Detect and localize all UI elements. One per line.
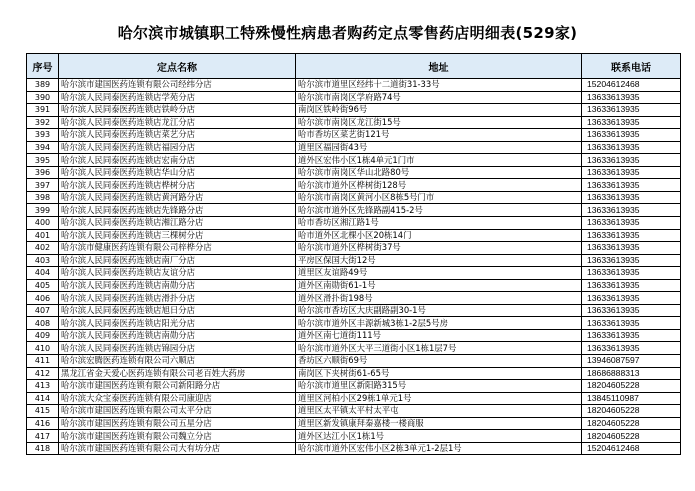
cell-name: 哈尔滨市建国医药连锁有限公司新阳路分店	[59, 380, 296, 393]
cell-address: 道外区南七道街111号	[296, 329, 582, 342]
cell-address: 哈尔滨市南岗区黄河小区8栋5号门市	[296, 191, 582, 204]
cell-phone: 13633613935	[582, 217, 681, 230]
header-index: 序号	[27, 54, 59, 79]
cell-index: 407	[27, 304, 59, 317]
cell-index: 411	[27, 355, 59, 368]
cell-name: 哈尔滨市建国医药连锁有限公司五星分店	[59, 417, 296, 430]
cell-address: 哈尔滨市道外区桦树街37号	[296, 242, 582, 255]
cell-index: 402	[27, 242, 59, 255]
cell-address: 哈尔滨市香坊区大庆副路副30-1号	[296, 304, 582, 317]
header-phone: 联系电话	[582, 54, 681, 79]
cell-phone: 15204612468	[582, 442, 681, 455]
table-row	[27, 317, 681, 330]
cell-phone: 13633613935	[582, 191, 681, 204]
table-row	[27, 129, 681, 142]
cell-name: 哈尔滨市建国医药连锁有限公司经纬分店	[59, 79, 296, 92]
cell-phone: 13633613935	[582, 116, 681, 129]
cell-name: 哈尔滨人民同泰医药连锁店阳光分店	[59, 317, 296, 330]
cell-name: 哈尔滨人民同泰医药连锁店宏南分店	[59, 154, 296, 167]
cell-index: 391	[27, 104, 59, 117]
cell-index: 401	[27, 229, 59, 242]
cell-phone: 18204605228	[582, 380, 681, 393]
cell-name: 哈尔滨市建国医药连锁有限公司魏立分店	[59, 430, 296, 443]
cell-address: 哈尔滨市道外区大平三道街小区1栋1层7号	[296, 342, 582, 355]
cell-phone: 18204605228	[582, 405, 681, 418]
table-row	[27, 304, 681, 317]
cell-name: 哈尔滨人民同泰医药连锁店桦树分店	[59, 179, 296, 192]
cell-address: 哈尔滨市道里区经纬十二道街31-33号	[296, 79, 582, 92]
table-row	[27, 79, 681, 92]
cell-phone: 13633613935	[582, 166, 681, 179]
cell-phone: 13633613935	[582, 141, 681, 154]
cell-index: 404	[27, 267, 59, 280]
cell-name: 哈尔滨人民同泰医药连锁店铁岭分店	[59, 104, 296, 117]
cell-phone: 13633613935	[582, 342, 681, 355]
cell-address: 南岗区下夹树街61-65号	[296, 367, 582, 380]
cell-name: 哈尔滨市健康医药连锁有限公司梓桦分店	[59, 242, 296, 255]
cell-name: 哈尔滨人民同泰医药连锁店黄河路分店	[59, 191, 296, 204]
table-row	[27, 405, 681, 418]
cell-phone: 13633613935	[582, 104, 681, 117]
table-row	[27, 380, 681, 393]
cell-phone: 13633613935	[582, 242, 681, 255]
cell-name: 哈尔滨人民同泰医药连锁店旭日分店	[59, 304, 296, 317]
cell-address: 哈尔滨市道外区宏伟小区2栋3单元1-2层1号	[296, 442, 582, 455]
table-row	[27, 342, 681, 355]
cell-index: 400	[27, 217, 59, 230]
table-row	[27, 442, 681, 455]
table-row	[27, 116, 681, 129]
cell-phone: 13633613935	[582, 304, 681, 317]
table-row	[27, 367, 681, 380]
cell-phone: 13633613935	[582, 179, 681, 192]
cell-index: 394	[27, 141, 59, 154]
table-row	[27, 217, 681, 230]
cell-address: 道里区河柏小区29栋1单元1号	[296, 392, 582, 405]
table-row	[27, 229, 681, 242]
cell-address: 道里区友谊路49号	[296, 267, 582, 280]
cell-index: 403	[27, 254, 59, 267]
cell-index: 417	[27, 430, 59, 443]
table-row	[27, 141, 681, 154]
table-row	[27, 279, 681, 292]
cell-name: 哈尔滨人民同泰医药连锁店龙江分店	[59, 116, 296, 129]
cell-address: 道外区宏伟小区1栋4单元1门市	[296, 154, 582, 167]
cell-name: 哈尔滨人民同泰医药连锁店滑扑分店	[59, 292, 296, 305]
table-row	[27, 267, 681, 280]
cell-index: 416	[27, 417, 59, 430]
cell-name: 哈尔滨人民同泰医药连锁店南勋分店	[59, 329, 296, 342]
cell-phone: 13633613935	[582, 279, 681, 292]
cell-name: 哈尔滨大众宝泰医药连锁有限公司康迎店	[59, 392, 296, 405]
cell-address: 哈尔滨市南岗区学府路74号	[296, 91, 582, 104]
cell-phone: 13633613935	[582, 329, 681, 342]
cell-address: 哈市香坊区菜艺街121号	[296, 129, 582, 142]
cell-phone: 13633613935	[582, 229, 681, 242]
table-header-row	[27, 54, 681, 79]
cell-address: 哈尔滨市道里区新阳路315号	[296, 380, 582, 393]
cell-index: 405	[27, 279, 59, 292]
cell-index: 393	[27, 129, 59, 142]
table-row	[27, 430, 681, 443]
cell-index: 414	[27, 392, 59, 405]
cell-index: 392	[27, 116, 59, 129]
cell-index: 413	[27, 380, 59, 393]
cell-index: 418	[27, 442, 59, 455]
cell-address: 哈市道外区北棵小区20栋14门	[296, 229, 582, 242]
table-row	[27, 329, 681, 342]
cell-address: 哈市香坊区湘江路1号	[296, 217, 582, 230]
cell-index: 399	[27, 204, 59, 217]
cell-name: 哈尔滨宏腾医药连锁有限公司六顺店	[59, 355, 296, 368]
header-name: 定点名称	[59, 54, 296, 79]
cell-address: 南岗区铁岭街96号	[296, 104, 582, 117]
cell-address: 哈尔滨市道外区先锋路副415-2号	[296, 204, 582, 217]
pharmacy-table	[26, 53, 681, 455]
cell-index: 415	[27, 405, 59, 418]
cell-index: 395	[27, 154, 59, 167]
table-row	[27, 254, 681, 267]
cell-name: 哈尔滨人民同泰医药连锁店先锋路分店	[59, 204, 296, 217]
cell-name: 哈尔滨人民同泰医药连锁店学苑分店	[59, 91, 296, 104]
cell-name: 哈尔滨市建国医药连锁有限公司大有坊分店	[59, 442, 296, 455]
table-row	[27, 292, 681, 305]
cell-name: 哈尔滨人民同泰医药连锁店南厂分店	[59, 254, 296, 267]
table-row	[27, 104, 681, 117]
cell-name: 哈尔滨人民同泰医药连锁店友谊分店	[59, 267, 296, 280]
cell-name: 哈尔滨人民同泰医药连锁店南勋分店	[59, 279, 296, 292]
cell-name: 黑龙江省金天爱心医药连锁有限公司老百姓大药房	[59, 367, 296, 380]
table-row	[27, 154, 681, 167]
cell-index: 398	[27, 191, 59, 204]
table-row	[27, 166, 681, 179]
cell-phone: 18204605228	[582, 430, 681, 443]
cell-address: 哈尔滨市南岗区华山北路80号	[296, 166, 582, 179]
header-address: 地址	[296, 54, 582, 79]
cell-address: 道外区南勋街61-1号	[296, 279, 582, 292]
cell-index: 397	[27, 179, 59, 192]
cell-address: 道外区达江小区1栋1号	[296, 430, 582, 443]
cell-index: 410	[27, 342, 59, 355]
cell-address: 哈尔滨市道外区丰源新城3栋1-2层5号房	[296, 317, 582, 330]
cell-address: 道里区太平镇太平村太平屯	[296, 405, 582, 418]
table-row	[27, 392, 681, 405]
cell-phone: 13633613935	[582, 91, 681, 104]
cell-index: 409	[27, 329, 59, 342]
cell-name: 哈尔滨人民同泰医药连锁店湘江路分店	[59, 217, 296, 230]
table-row	[27, 191, 681, 204]
table-body	[27, 79, 681, 455]
cell-phone: 13633613935	[582, 204, 681, 217]
cell-index: 396	[27, 166, 59, 179]
cell-address: 平房区保国大街12号	[296, 254, 582, 267]
cell-phone: 18204605228	[582, 417, 681, 430]
cell-name: 哈尔滨人民同泰医药连锁店锦园分店	[59, 342, 296, 355]
cell-address: 道里区福园街43号	[296, 141, 582, 154]
cell-name: 哈尔滨人民同泰医药连锁店三棵树分店	[59, 229, 296, 242]
cell-name: 哈尔滨市建国医药连锁有限公司太平分店	[59, 405, 296, 418]
cell-name: 哈尔滨人民同泰医药连锁店福园分店	[59, 141, 296, 154]
table-row	[27, 242, 681, 255]
cell-phone: 13845110987	[582, 392, 681, 405]
cell-phone: 13633613935	[582, 129, 681, 142]
cell-phone: 13633613935	[582, 254, 681, 267]
cell-index: 412	[27, 367, 59, 380]
table-row	[27, 417, 681, 430]
cell-address: 哈尔滨市南岗区龙江街15号	[296, 116, 582, 129]
cell-name: 哈尔滨人民同泰医药连锁店华山分店	[59, 166, 296, 179]
cell-address: 香坊区六顺街69号	[296, 355, 582, 368]
table-row	[27, 355, 681, 368]
cell-address: 哈尔滨市道外区桦树街128号	[296, 179, 582, 192]
cell-address: 道里区新发镇康拜秦嘉楼一楼商服	[296, 417, 582, 430]
cell-phone: 13633613935	[582, 292, 681, 305]
cell-index: 390	[27, 91, 59, 104]
cell-index: 408	[27, 317, 59, 330]
cell-address: 道外区滑扑街198号	[296, 292, 582, 305]
cell-phone: 13633613935	[582, 317, 681, 330]
cell-index: 406	[27, 292, 59, 305]
cell-phone: 15204612468	[582, 79, 681, 92]
cell-index: 389	[27, 79, 59, 92]
table-row	[27, 204, 681, 217]
cell-phone: 13633613935	[582, 267, 681, 280]
table-row	[27, 91, 681, 104]
cell-phone: 13946087597	[582, 355, 681, 368]
cell-phone: 18686888313	[582, 367, 681, 380]
cell-phone: 13633613935	[582, 154, 681, 167]
cell-name: 哈尔滨人民同泰医药连锁店菜艺分店	[59, 129, 296, 142]
page-title: 哈尔滨市城镇职工特殊慢性病患者购药定点零售药店明细表(529家)	[117, 24, 578, 42]
table-row	[27, 179, 681, 192]
